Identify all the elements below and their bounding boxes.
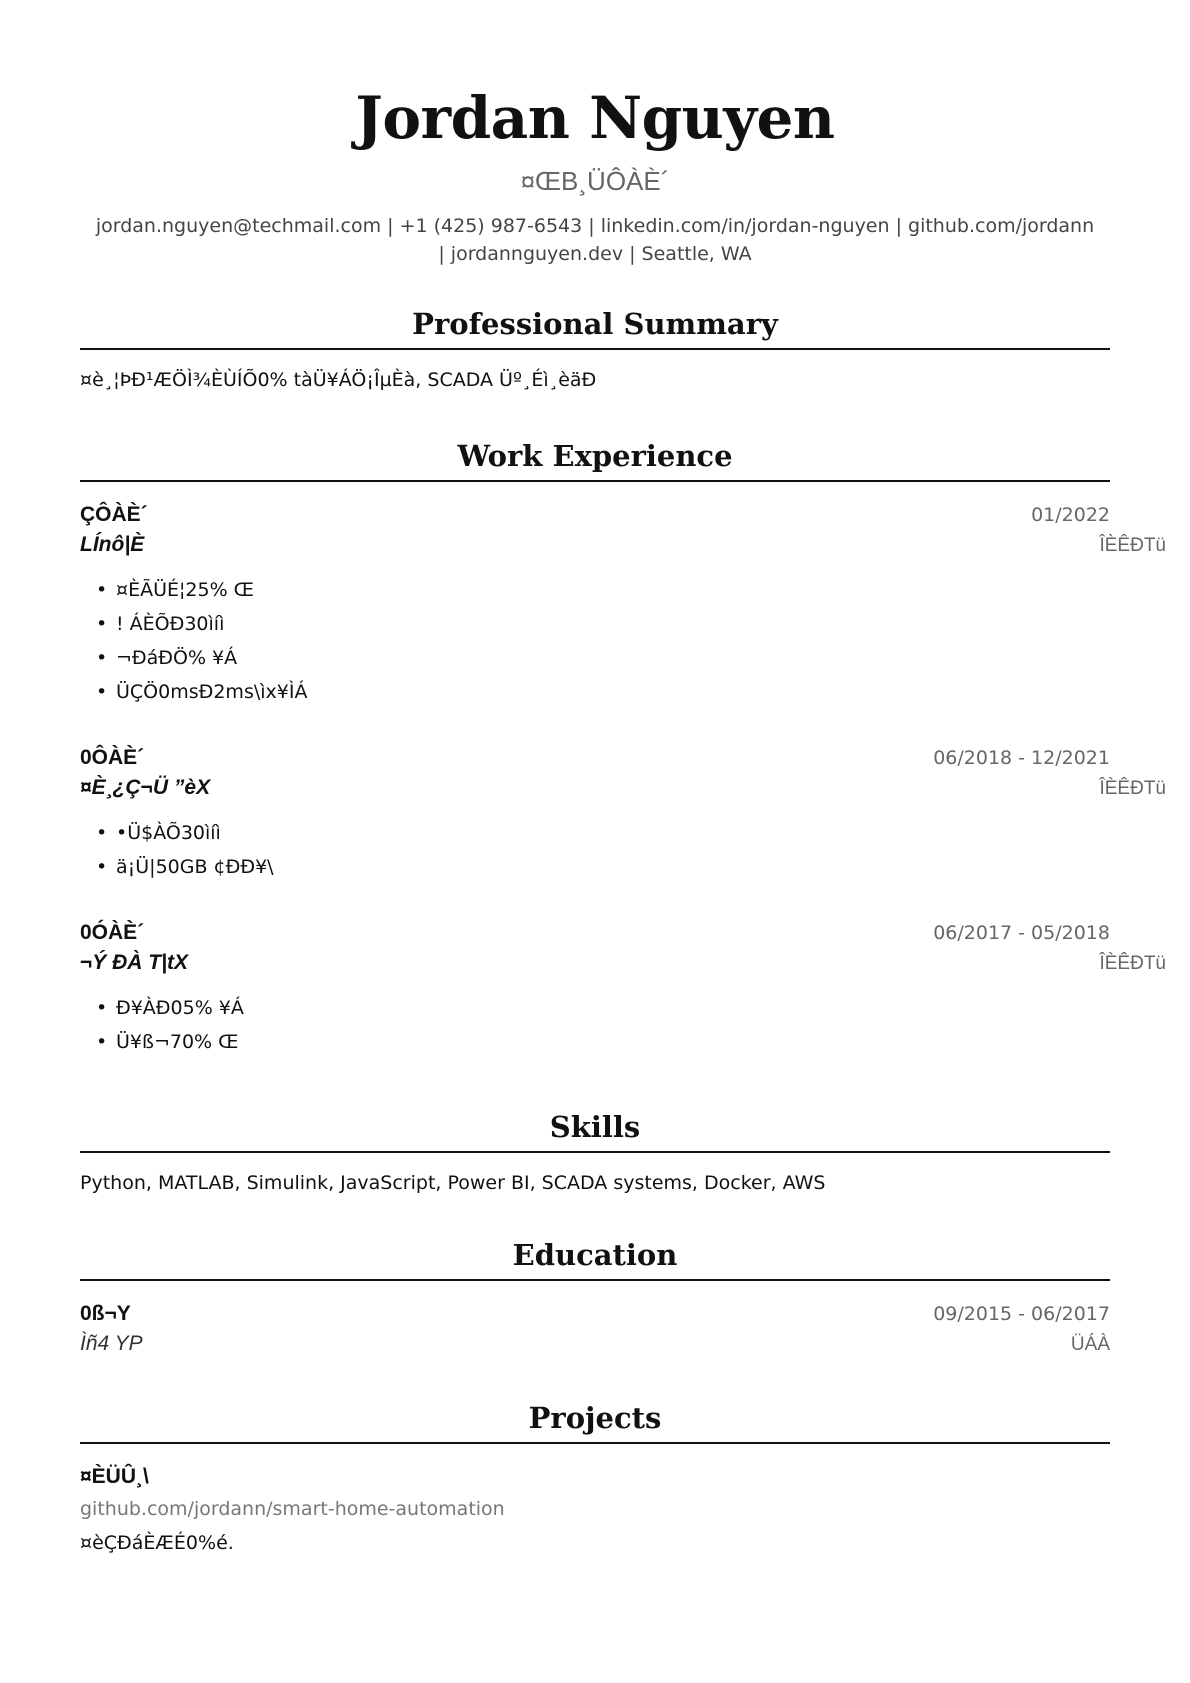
job-title: 0ÓÀÈ´ (80, 921, 145, 944)
job-company: LÍnô|È (80, 533, 145, 556)
project-title: ¤ÈÜÛ¸\ (80, 1465, 149, 1488)
job-bullets (80, 573, 1110, 709)
education-entry (80, 1299, 1110, 1360)
list-item: • ÜÇÖ0msÐ2ms\ìx¥ÌÁ (116, 675, 1110, 709)
skills-text: Python, MATLAB, Simulink, JavaScript, Power BI, SCADA systems, Docker, AWS (80, 1172, 826, 1194)
projects-section (80, 1400, 1110, 1558)
experience-entry (80, 743, 1166, 884)
job-bullets (80, 991, 1110, 1059)
list-item: • ä¡Ü|50GB ¢ÐÐ¥\ (116, 850, 1110, 884)
entry-header-row (80, 500, 1110, 530)
experience-entry (80, 918, 1166, 1059)
summary-text: ¤è¸¦ÞÐ¹ÆÖÌ¾ÈÙÍÕ0% tàÜ¥ÁÖ¡ÎµÈà, SCADA Üº¸Éì¸èäÐ (80, 369, 597, 391)
projects-heading: Projects (80, 1400, 1110, 1444)
experience-heading: Work Experience (80, 438, 1110, 482)
skills-heading: Skills (80, 1109, 1110, 1153)
education-date: 09/2015 - 06/2017 (933, 1303, 1110, 1325)
job-title: ÇÔÀÈ´ (80, 503, 148, 526)
job-date: 06/2018 - 12/2021 (933, 747, 1110, 769)
summary-section (80, 306, 1110, 394)
education-section (80, 1237, 1110, 1360)
list-item: • Ü¥ß¬70% Œ (116, 1025, 1110, 1059)
school-name: Ìñ4 YP (80, 1332, 143, 1355)
list-item: • ! ÁÈÕÐ30ìíì (116, 607, 1110, 641)
job-location: ÎÈÊÐTü (1099, 535, 1166, 556)
project-link[interactable]: github.com/jordann/smart-home-automation (80, 1498, 505, 1520)
resume-header (80, 0, 1110, 268)
degree-title: 0ß¬Y (80, 1302, 131, 1325)
candidate-name: Jordan Nguyen (355, 84, 835, 152)
job-date: 06/2017 - 05/2018 (933, 922, 1110, 944)
job-date: 01/2022 (1031, 504, 1110, 526)
summary-heading: Professional Summary (80, 306, 1110, 350)
candidate-subtitle: ¤ŒB¸ÜÔÀÈ´ (520, 166, 670, 196)
job-location: ÎÈÊÐTü (1099, 953, 1166, 974)
experience-section (80, 438, 1166, 1059)
job-bullets (80, 816, 1110, 884)
experience-entry (80, 500, 1166, 709)
education-heading: Education (80, 1237, 1110, 1281)
entry-org-row (80, 530, 1166, 561)
entry-header-row (80, 1299, 1110, 1329)
job-location: ÎÈÊÐTü (1099, 778, 1166, 799)
contact-line: jordan.nguyen@techmail.com | +1 (425) 987-6543 | linkedin.com/in/jordan-nguyen | github.com/jordann | jordannguyen.dev | Seattle, WA (95, 215, 1095, 265)
project-description: ¤èÇÐáÈÆÉ0%é. (80, 1532, 234, 1554)
entry-org-row (80, 948, 1166, 979)
skills-section (80, 1109, 1110, 1197)
project-entry (80, 1462, 1110, 1558)
list-item: • Ð¥ÀÐ05% ¥Á (116, 991, 1110, 1025)
entry-org-row (80, 1329, 1110, 1360)
list-item: • ¬ÐáÐÖ% ¥Á (116, 641, 1110, 675)
job-company: ¤È¸¿Ç¬Ü ”èX (80, 776, 211, 799)
entry-header-row (80, 743, 1110, 773)
school-location: ÜÁÀ (1070, 1334, 1110, 1355)
list-item: • ¤ÈÃÜÉ¦25% Œ (116, 573, 1110, 607)
entry-header-row (80, 918, 1110, 948)
job-title: 0ÔÀÈ´ (80, 746, 145, 769)
job-company: ¬Ý ÐÀ T|tX (80, 951, 188, 974)
entry-org-row (80, 773, 1166, 804)
list-item: • •Ü$ÀÕ30ìíì (116, 816, 1110, 850)
